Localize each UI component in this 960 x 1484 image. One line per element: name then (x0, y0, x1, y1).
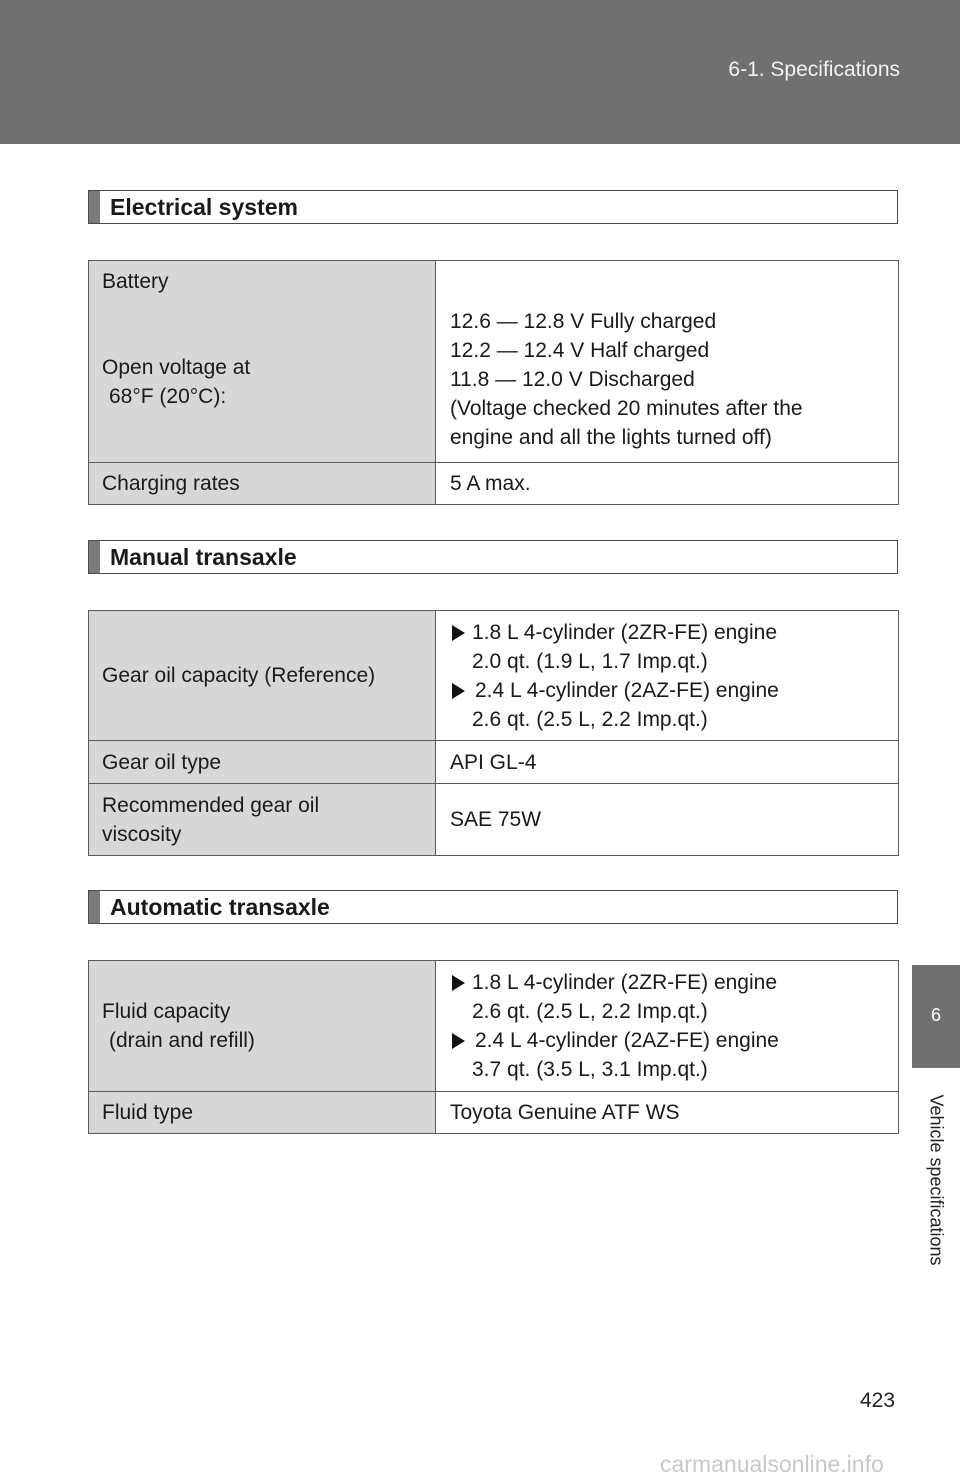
section-title: Manual transaxle (110, 544, 297, 570)
capacity-amount: 3.7 qt. (3.5 L, 3.1 Imp.qt.) (472, 1058, 708, 1081)
gear-oil-capacity-label: Gear oil capacity (Reference) (89, 611, 436, 741)
page-header (0, 0, 960, 144)
chapter-tab (912, 965, 960, 1068)
list-item (444, 676, 884, 705)
capacity-amount: 2.0 qt. (1.9 L, 1.7 Imp.qt.) (472, 649, 708, 673)
table-row (89, 1092, 899, 1134)
fluid-capacity-value (436, 961, 899, 1092)
fluid-capacity-note: (drain and refill) (109, 1029, 255, 1052)
section-electrical (88, 190, 898, 224)
fluid-capacity-key-cell (89, 961, 436, 1092)
chapter-number: 6 (930, 1005, 941, 1025)
voltage-line: 12.6 — 12.8 V Fully charged (450, 310, 717, 333)
triangle-bullet-icon (452, 625, 465, 641)
battery-key-cell (89, 261, 436, 463)
list-item (444, 968, 884, 997)
viscosity-value: SAE 75W (436, 784, 899, 856)
voltage-line: 12.2 — 12.4 V Half charged (450, 339, 710, 362)
list-item (444, 618, 884, 647)
manual-table (88, 610, 899, 856)
battery-label: Battery (102, 270, 169, 293)
capacity-amount: 2.6 qt. (2.5 L, 2.2 Imp.qt.) (472, 707, 708, 731)
header-title: 6-1. Specifications (728, 58, 900, 81)
viscosity-label: Recommended gear oil (102, 793, 320, 817)
watermark: carmanualsonline.info (660, 1451, 884, 1477)
voltage-label-temp: 68°F (20°C): (109, 385, 227, 408)
voltage-label: Open voltage at (102, 356, 251, 379)
voltage-line: (Voltage checked 20 minutes after the (450, 397, 803, 420)
automatic-table (88, 960, 899, 1134)
fluid-type-label: Fluid type (89, 1092, 436, 1134)
voltage-line: engine and all the lights turned off) (450, 426, 772, 449)
fluid-type-value: Toyota Genuine ATF WS (436, 1092, 899, 1134)
charging-label: Charging rates (89, 463, 436, 505)
gear-oil-type-label: Gear oil type (89, 741, 436, 784)
section-manual (88, 540, 898, 574)
list-item (444, 1026, 884, 1055)
triangle-bullet-icon (452, 1033, 465, 1049)
table-row (89, 463, 899, 505)
fluid-capacity-label: Fluid capacity (102, 1000, 231, 1023)
table-row (89, 611, 899, 741)
triangle-bullet-icon (452, 683, 465, 699)
viscosity-label-2: viscosity (102, 822, 182, 846)
voltage-value-cell (436, 261, 899, 463)
table-row (89, 261, 899, 463)
section-accent (89, 891, 100, 923)
page-number: 423 (860, 1389, 896, 1412)
section-title: Automatic transaxle (110, 894, 330, 920)
section-accent (89, 541, 100, 573)
engine-label: 2.4 L 4-cylinder (2AZ-FE) engine (475, 678, 779, 702)
voltage-line: 11.8 — 12.0 V Discharged (450, 368, 695, 391)
engine-label: 1.8 L 4-cylinder (2ZR-FE) engine (472, 971, 778, 994)
gear-oil-type-value: API GL-4 (436, 741, 899, 784)
electrical-table (88, 260, 899, 505)
section-title: Electrical system (110, 194, 298, 220)
engine-label: 2.4 L 4-cylinder (2AZ-FE) engine (475, 1029, 779, 1052)
table-row (89, 961, 899, 1092)
table-row (89, 784, 899, 856)
capacity-amount: 2.6 qt. (2.5 L, 2.2 Imp.qt.) (472, 1000, 708, 1023)
gear-oil-capacity-value (436, 611, 899, 741)
engine-label: 1.8 L 4-cylinder (2ZR-FE) engine (472, 620, 778, 644)
viscosity-key-cell (89, 784, 436, 856)
triangle-bullet-icon (452, 975, 465, 991)
chapter-label: Vehicle specifications (926, 1094, 947, 1266)
charging-value: 5 A max. (436, 463, 899, 505)
section-automatic (88, 890, 898, 924)
section-accent (89, 191, 100, 223)
table-row (89, 741, 899, 784)
